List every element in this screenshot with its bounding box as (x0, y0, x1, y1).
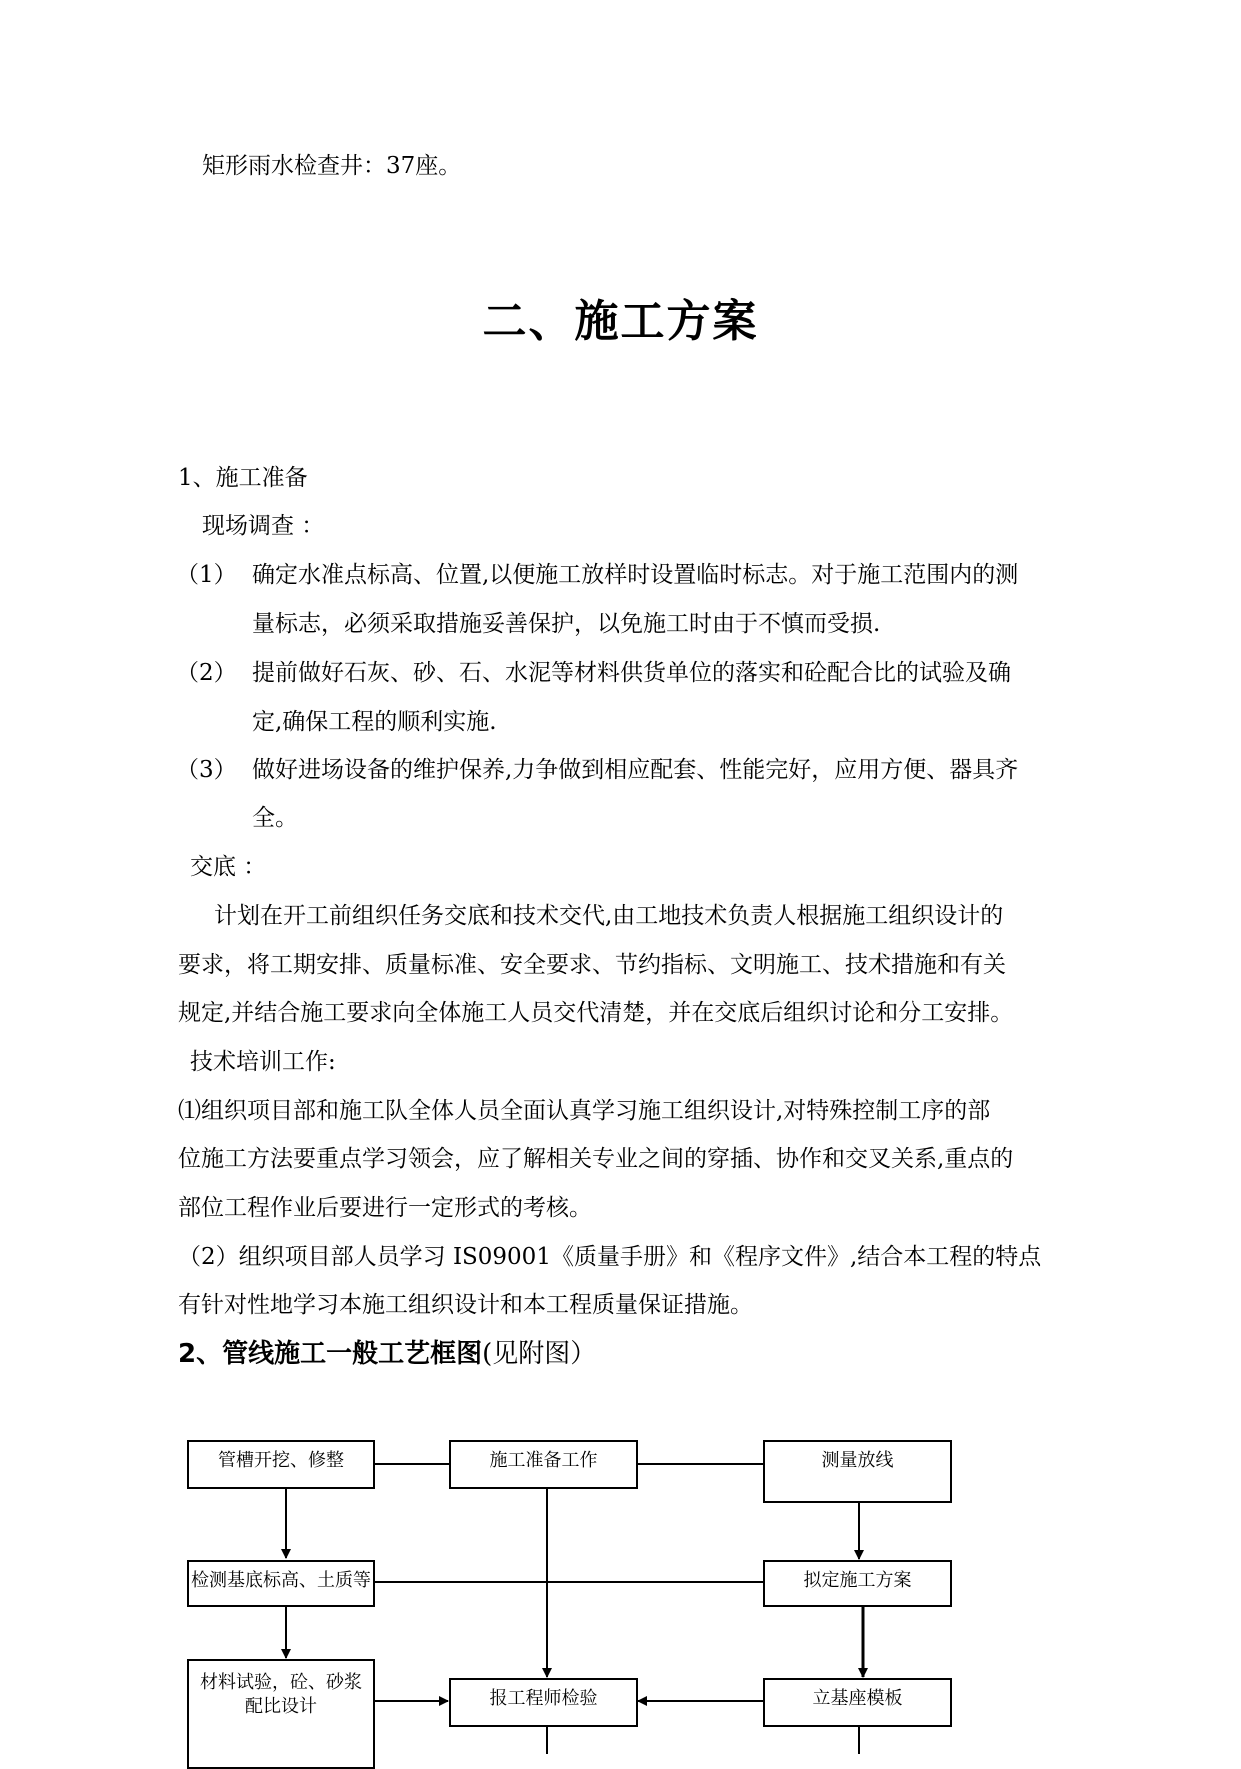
flow-box-trench-label: 管槽开挖、修整 (218, 1450, 344, 1471)
item-1-line2: 量标志，必须采取措施妥善保护，以免施工时由于不慎而受损. (252, 611, 881, 637)
flow-box-plan (763, 1560, 952, 1607)
flow-box-plan-label: 拟定施工方案 (803, 1570, 912, 1591)
flow-box-material (187, 1659, 375, 1769)
main-title: 二、施工方案 (482, 296, 759, 347)
training-label: 技术培训工作: (190, 1049, 336, 1075)
item-2-num: （2） (176, 660, 237, 686)
flow-box-material-label-2: 配比设计 (245, 1696, 317, 1717)
training-line-4: （2）组织项目部人员学习 IS09001《质量手册》和《程序文件》,结合本工程的特点 (178, 1244, 1042, 1270)
flow-box-prep (449, 1440, 638, 1489)
item-1-line1: 确定水准点标高、位置,以便施工放样时设置临时标志。对于施工范围内的测 (252, 562, 1019, 588)
handover-label: 交底 ： (190, 854, 267, 880)
flow-box-survey-label: 测量放线 (821, 1450, 894, 1471)
flow-box-survey (763, 1440, 952, 1503)
top-line: 矩形雨水检查井：37座。 (202, 153, 462, 179)
flow-box-prep-label: 施工准备工作 (489, 1450, 598, 1471)
flow-box-formwork (763, 1678, 952, 1727)
section2-heading-bold: 2、管线施工一般工艺框图 (178, 1339, 483, 1369)
section1-heading: 1、施工准备 (178, 465, 308, 491)
handover-line-2: 要求，将工期安排、质量标准、安全要求、节约指标、文明施工、技术措施和有关 (178, 952, 1006, 978)
training-line-1: ⑴组织项目部和施工队全体人员全面认真学习施工组织设计,对特殊控制工序的部 (178, 1098, 991, 1124)
item-3-num: （3） (176, 757, 237, 783)
item-3-line1: 做好进场设备的维护保养,力争做到相应配套、性能完好，应用方便、器具齐 (252, 757, 1019, 783)
item-2-line2: 定,确保工程的顺利实施. (252, 709, 497, 735)
site-survey-label: 现场调查 ： (202, 513, 325, 539)
training-line-2: 位施工方法要重点学习领会，应了解相关专业之间的穿插、协作和交叉关系,重点的 (178, 1146, 1014, 1172)
flow-box-engineer-label: 报工程师检验 (489, 1688, 598, 1709)
item-1-num: （1） (176, 562, 237, 588)
item-3-line2: 全。 (252, 805, 298, 831)
flow-box-formwork-label: 立基座模板 (812, 1688, 903, 1709)
training-line-3: 部位工程作业后要进行一定形式的考核。 (178, 1195, 592, 1221)
handover-line-1: 计划在开工前组织任务交底和技术交代,由工地技术负责人根据施工组织设计的 (214, 903, 1004, 929)
flow-box-trench (187, 1440, 375, 1489)
handover-line-3: 规定,并结合施工要求向全体施工人员交代清楚，并在交底后组织讨论和分工安排。 (178, 1000, 1014, 1026)
item-2-line1: 提前做好石灰、砂、石、水泥等材料供货单位的落实和砼配合比的试验及确 (252, 660, 1011, 686)
flow-box-engineer (449, 1678, 638, 1727)
flow-box-inspect-base-label: 检测基底标高、土质等 (191, 1570, 371, 1591)
training-line-5: 有针对性地学习本施工组织设计和本工程质量保证措施。 (178, 1292, 753, 1318)
flow-box-inspect-base (187, 1560, 375, 1607)
flow-box-material-label-1: 材料试验，砼、砂浆 (200, 1672, 362, 1693)
section2-heading-note: (见附图） (482, 1339, 597, 1369)
